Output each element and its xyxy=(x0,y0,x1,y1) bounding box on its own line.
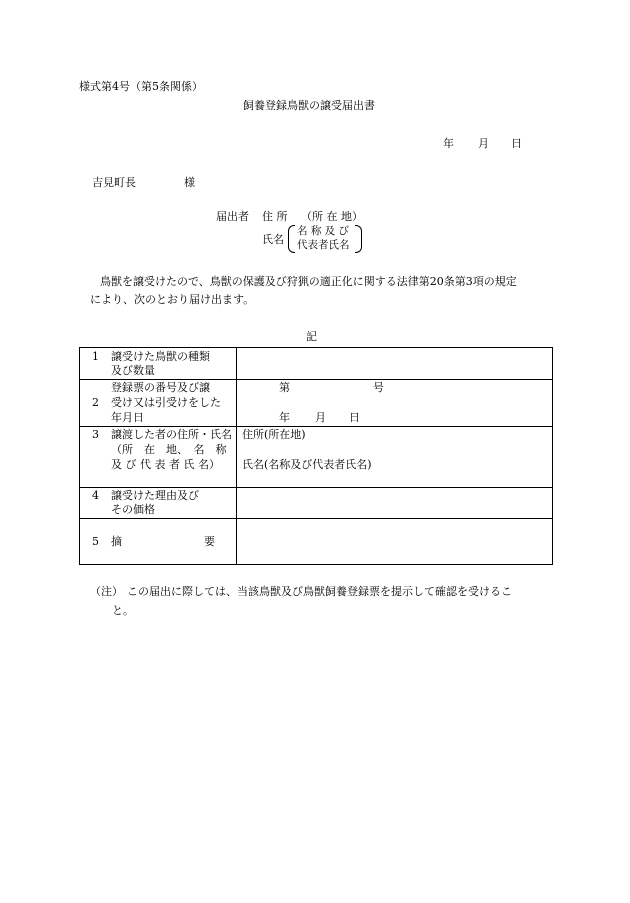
row3-label-line3: 及 び 代 表 者 氏 名） xyxy=(111,458,220,471)
row3-label-cell xyxy=(80,427,237,488)
ki-heading: 記 xyxy=(306,330,317,343)
row3-address: 住所(所在地) xyxy=(242,428,306,441)
addressee-name: 吉見町長 xyxy=(92,176,136,189)
table-row xyxy=(80,519,553,565)
row2-label-line1: 登録票の番号及び譲 xyxy=(111,381,210,394)
row2-number: 2 xyxy=(92,396,99,409)
right-bracket xyxy=(355,225,362,253)
row2-label-cell xyxy=(80,380,237,427)
row5-number: 5 xyxy=(92,535,99,548)
date-month: 月 xyxy=(478,137,489,150)
row2-label-line2: 受け又は引受けをした xyxy=(111,396,221,409)
applicant-name-label: 氏名 xyxy=(262,233,284,246)
applicant-address-note: （所 在 地） xyxy=(301,210,363,223)
row1-value-cell[interactable] xyxy=(237,348,553,380)
body-text-line1: 鳥獣を譲受けたので、鳥獣の保護及び狩猟の適正化に関する法律第20条第3項の規定 xyxy=(100,275,517,288)
row2-value-cell[interactable] xyxy=(237,380,553,427)
date-day: 日 xyxy=(511,137,522,150)
row5-label-cell xyxy=(80,519,237,565)
row3-label-line1: 譲渡した者の住所・氏名 xyxy=(111,428,232,441)
addressee-honorific: 様 xyxy=(184,176,195,189)
row5-label-b: 要 xyxy=(204,535,215,548)
applicant-name-note-line1: 名 称 及 び xyxy=(297,225,350,237)
row4-number: 4 xyxy=(92,489,99,502)
note-line1: この届出に際しては、当該鳥獣及び鳥獣飼養登録票を提示して確認を受けるこ xyxy=(127,585,512,598)
row1-label-line2: 及び数量 xyxy=(111,364,155,377)
left-bracket xyxy=(288,225,295,253)
row4-label-cell xyxy=(80,488,237,519)
row2-year: 年 xyxy=(279,411,290,424)
row1-number: 1 xyxy=(92,350,99,363)
row2-day: 日 xyxy=(349,411,360,424)
row3-number: 3 xyxy=(92,428,99,441)
row1-label-cell xyxy=(80,348,237,380)
form-number: 様式第4号（第5条関係） xyxy=(79,80,203,93)
row4-value-cell[interactable] xyxy=(237,488,553,519)
note-prefix: （注） xyxy=(90,585,123,598)
applicant-name-note-line2: 代表者氏名 xyxy=(297,239,350,251)
table-row xyxy=(80,380,553,427)
table-row xyxy=(80,348,553,380)
row3-label-line2: （所 在 地、 名 称 xyxy=(111,443,227,456)
document-title: 飼養登録鳥獣の譲受届出書 xyxy=(243,99,375,112)
row4-label-line2: その価格 xyxy=(111,503,155,516)
applicant-address-label: 住 所 xyxy=(262,210,288,223)
applicant-label: 届出者 xyxy=(216,210,249,223)
row2-number-suffix: 号 xyxy=(373,381,384,394)
note-line2: と。 xyxy=(112,604,134,617)
row5-value-cell[interactable] xyxy=(237,519,553,565)
date-year: 年 xyxy=(443,137,454,150)
row4-label-line1: 譲受けた理由及び xyxy=(111,489,199,502)
row2-number-prefix: 第 xyxy=(279,381,290,394)
row3-value-cell[interactable] xyxy=(237,427,553,488)
registration-form-table xyxy=(79,347,553,565)
row2-label-line3: 年月日 xyxy=(111,411,144,424)
row3-name: 氏名(名称及び代表者氏名) xyxy=(242,458,372,471)
row5-label-a: 摘 xyxy=(111,535,122,548)
row2-month: 月 xyxy=(315,411,326,424)
row1-label-line1: 譲受けた鳥獣の種類 xyxy=(111,350,210,363)
table-row xyxy=(80,488,553,519)
table-row xyxy=(80,427,553,488)
body-text-line2: により、次のとおり届け出ます。 xyxy=(90,293,255,306)
